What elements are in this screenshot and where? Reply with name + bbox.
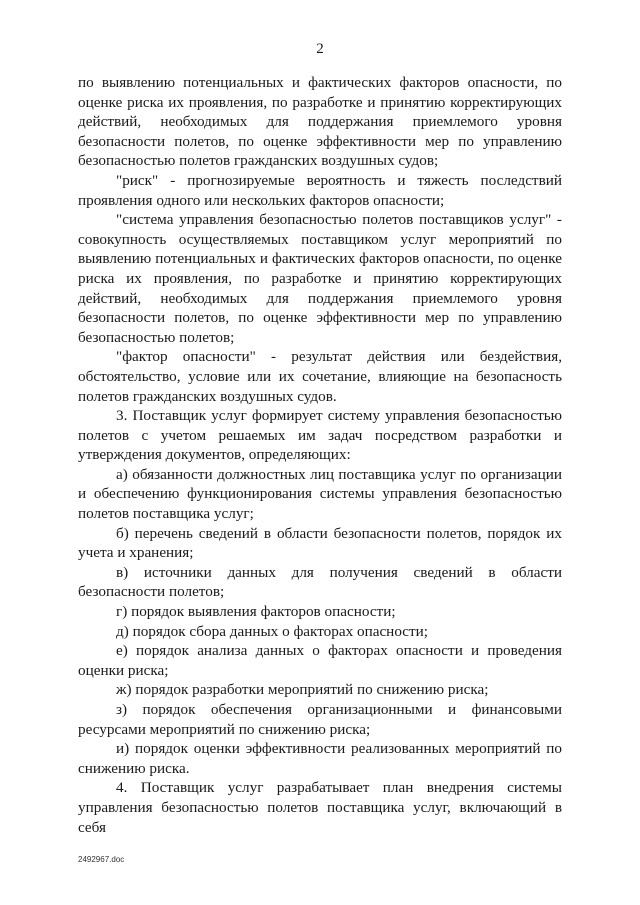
list-item-e: е) порядок анализа данных о факторах опасности и проведения оценки риска; xyxy=(78,642,562,679)
clause-3: 3. Поставщик услуг формирует систему управления безопасностью полетов с учетом решаемых им задач посредством разработки и утверждения документов, определяющих: xyxy=(78,407,562,464)
clause-4: 4. Поставщик услуг разрабатывает план внедрения системы управления безопасностью полетов поставщика услуг, включающий в себя xyxy=(78,779,562,836)
list-item-z: з) порядок обеспечения организационными и финансовыми ресурсами мероприятий по снижению риска; xyxy=(78,701,562,738)
definition-safety-management-system: "система управления безопасностью полетов поставщиков услуг" - совокупность осуществляемых поставщиком услуг мероприятий по выявлению потенциальных и фактических факторов опасности, по оценке риска их проявления, по разработке и принятию корректирующих действий, необходимых для поддержания приемлемого уровня безопасности полетов, по оценке эффективности мер по управлению безопасностью полетов; xyxy=(78,211,562,346)
list-item-v: в) источники данных для получения сведений в области безопасности полетов; xyxy=(78,563,562,601)
list-item-g: г) порядок выявления факторов опасности; xyxy=(116,603,396,621)
definition-risk: "риск" - прогнозируемые вероятность и тяжесть последствий проявления одного или нескольких факторов опасности; xyxy=(78,171,562,209)
document-body xyxy=(78,73,562,837)
page-number: 2 xyxy=(316,41,324,57)
paragraph-continuation: по выявлению потенциальных и фактических факторов опасности, по оценке риска их проявления, по разработке и принятию корректирующих действий, необходимых для поддержания приемлемого уровня безопасности полетов, по оценке эффективности мер по управлению безопасностью полетов гражданских воздушных судов; xyxy=(78,74,562,170)
list-item-d: д) порядок сбора данных о факторах опасности; xyxy=(116,622,429,640)
list-item-a: а) обязанности должностных лиц поставщика услуг по организации и обеспечению функционирования системы управления безопасностью полетов поставщика услуг; xyxy=(78,465,562,523)
definition-hazard: "фактор опасности" - результат действия или бездействия, обстоятельство, условие или их сочетание, влияющие на безопасность полетов гражданских воздушных судов. xyxy=(78,348,562,405)
list-item-zh: ж) порядок разработки мероприятий по снижению риска; xyxy=(116,681,489,699)
list-item-i: и) порядок оценки эффективности реализованных мероприятий по снижению риска. xyxy=(78,740,562,777)
footer-file-code: 2492967.doc xyxy=(78,855,125,864)
list-item-b: б) перечень сведений в области безопасности полетов, порядок их учета и хранения; xyxy=(78,524,562,562)
